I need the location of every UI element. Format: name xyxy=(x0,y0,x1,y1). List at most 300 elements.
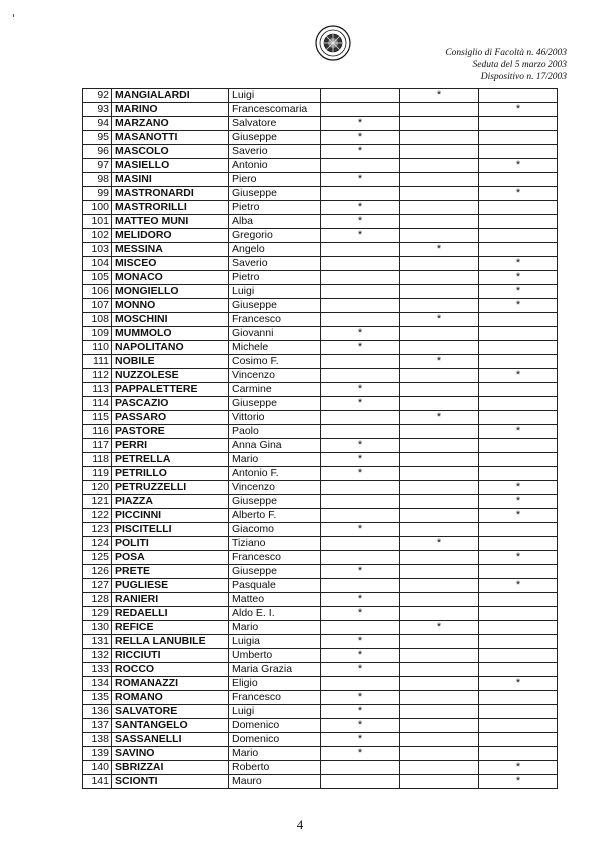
mark-column-2-cell xyxy=(400,761,479,775)
mark-column-1-cell xyxy=(321,243,400,257)
mark-column-1-cell: * xyxy=(321,663,400,677)
row-number: 102 xyxy=(83,229,112,243)
first-name-cell: Giuseppe xyxy=(229,299,321,313)
mark-column-2-cell xyxy=(400,439,479,453)
first-name-cell: Francesco xyxy=(229,691,321,705)
mark-column-2-cell xyxy=(400,495,479,509)
table-row xyxy=(83,663,558,677)
mark-column-2-cell xyxy=(400,299,479,313)
council-reference: Consiglio di Facoltà n. 46/2003 xyxy=(445,48,567,58)
mark-column-3-cell xyxy=(479,705,558,719)
table-row xyxy=(83,103,558,117)
mark-column-3-cell xyxy=(479,719,558,733)
mark-column-3-cell xyxy=(479,229,558,243)
row-number: 141 xyxy=(83,775,112,789)
first-name-cell: Giovanni xyxy=(229,327,321,341)
surname-cell: NUZZOLESE xyxy=(112,369,229,383)
mark-column-3-cell xyxy=(479,327,558,341)
table-row xyxy=(83,145,558,159)
mark-column-1-cell xyxy=(321,159,400,173)
mark-column-2-cell xyxy=(400,467,479,481)
table-row xyxy=(83,313,558,327)
row-number: 133 xyxy=(83,663,112,677)
mark-column-3-cell xyxy=(479,215,558,229)
mark-column-1-cell xyxy=(321,621,400,635)
mark-column-1-cell xyxy=(321,509,400,523)
mark-column-2-cell xyxy=(400,565,479,579)
mark-column-2-cell xyxy=(400,117,479,131)
surname-cell: REFICE xyxy=(112,621,229,635)
mark-column-3-cell: * xyxy=(479,775,558,789)
surname-cell: PERRI xyxy=(112,439,229,453)
row-number: 136 xyxy=(83,705,112,719)
mark-column-3-cell xyxy=(479,467,558,481)
row-number: 122 xyxy=(83,509,112,523)
surname-cell: SANTANGELO xyxy=(112,719,229,733)
mark-column-3-cell xyxy=(479,649,558,663)
row-number: 104 xyxy=(83,257,112,271)
mark-column-3-cell xyxy=(479,89,558,103)
mark-column-2-cell xyxy=(400,159,479,173)
table-row xyxy=(83,341,558,355)
surname-cell: PAPPALETTERE xyxy=(112,383,229,397)
mark-column-3-cell xyxy=(479,201,558,215)
row-number: 125 xyxy=(83,551,112,565)
table-row xyxy=(83,691,558,705)
row-number: 131 xyxy=(83,635,112,649)
table-row xyxy=(83,621,558,635)
row-number: 98 xyxy=(83,173,112,187)
row-number: 138 xyxy=(83,733,112,747)
row-number: 97 xyxy=(83,159,112,173)
mark-column-3-cell xyxy=(479,131,558,145)
first-name-cell: Mario xyxy=(229,621,321,635)
table-row xyxy=(83,257,558,271)
mark-column-3-cell: * xyxy=(479,159,558,173)
first-name-cell: Roberto xyxy=(229,761,321,775)
first-name-cell: Domenico xyxy=(229,719,321,733)
table-row xyxy=(83,285,558,299)
first-name-cell: Pietro xyxy=(229,271,321,285)
mark-column-2-cell: * xyxy=(400,89,479,103)
surname-cell: POLITI xyxy=(112,537,229,551)
row-number: 128 xyxy=(83,593,112,607)
mark-column-2-cell xyxy=(400,719,479,733)
surname-cell: PETRUZZELLI xyxy=(112,481,229,495)
mark-column-2-cell xyxy=(400,747,479,761)
surname-cell: ROCCO xyxy=(112,663,229,677)
mark-column-2-cell: * xyxy=(400,313,479,327)
surname-cell: PASSARO xyxy=(112,411,229,425)
first-name-cell: Pietro xyxy=(229,201,321,215)
table-row xyxy=(83,299,558,313)
surname-cell: PASTORE xyxy=(112,425,229,439)
row-number: 105 xyxy=(83,271,112,285)
row-number: 130 xyxy=(83,621,112,635)
row-number: 103 xyxy=(83,243,112,257)
mark-column-1-cell xyxy=(321,299,400,313)
surname-cell: MISCEO xyxy=(112,257,229,271)
first-name-cell: Saverio xyxy=(229,257,321,271)
mark-column-3-cell: * xyxy=(479,257,558,271)
names-table-body xyxy=(83,89,558,789)
mark-column-3-cell: * xyxy=(479,495,558,509)
mark-column-1-cell: * xyxy=(321,117,400,131)
mark-column-2-cell xyxy=(400,383,479,397)
table-row xyxy=(83,229,558,243)
first-name-cell: Giuseppe xyxy=(229,565,321,579)
row-number: 115 xyxy=(83,411,112,425)
surname-cell: PICCINNI xyxy=(112,509,229,523)
surname-cell: MONNO xyxy=(112,299,229,313)
row-number: 95 xyxy=(83,131,112,145)
mark-column-2-cell xyxy=(400,579,479,593)
mark-column-1-cell xyxy=(321,257,400,271)
row-number: 126 xyxy=(83,565,112,579)
mark-column-2-cell xyxy=(400,593,479,607)
surname-cell: RANIERI xyxy=(112,593,229,607)
table-row xyxy=(83,187,558,201)
table-row xyxy=(83,481,558,495)
row-number: 124 xyxy=(83,537,112,551)
first-name-cell: Luigi xyxy=(229,705,321,719)
mark-column-3-cell: * xyxy=(479,299,558,313)
surname-cell: PISCITELLI xyxy=(112,523,229,537)
mark-column-3-cell xyxy=(479,173,558,187)
mark-column-2-cell xyxy=(400,649,479,663)
surname-cell: MASANOTTI xyxy=(112,131,229,145)
mark-column-3-cell xyxy=(479,691,558,705)
first-name-cell: Luigia xyxy=(229,635,321,649)
mark-column-2-cell xyxy=(400,285,479,299)
table-row xyxy=(83,327,558,341)
mark-column-2-cell xyxy=(400,173,479,187)
mark-column-3-cell xyxy=(479,523,558,537)
first-name-cell: Francescomaria xyxy=(229,103,321,117)
first-name-cell: Alberto F. xyxy=(229,509,321,523)
mark-column-2-cell xyxy=(400,453,479,467)
table-row xyxy=(83,509,558,523)
row-number: 132 xyxy=(83,649,112,663)
mark-column-1-cell xyxy=(321,425,400,439)
first-name-cell: Giuseppe xyxy=(229,131,321,145)
row-number: 114 xyxy=(83,397,112,411)
first-name-cell: Michele xyxy=(229,341,321,355)
row-number: 134 xyxy=(83,677,112,691)
mark-column-2-cell xyxy=(400,369,479,383)
first-name-cell: Luigi xyxy=(229,89,321,103)
mark-column-2-cell xyxy=(400,705,479,719)
mark-column-3-cell: * xyxy=(479,509,558,523)
surname-cell: MARZANO xyxy=(112,117,229,131)
mark-column-3-cell: * xyxy=(479,187,558,201)
row-number: 101 xyxy=(83,215,112,229)
first-name-cell: Aldo E. I. xyxy=(229,607,321,621)
mark-column-2-cell xyxy=(400,201,479,215)
mark-column-2-cell xyxy=(400,691,479,705)
table-row xyxy=(83,439,558,453)
mark-column-1-cell xyxy=(321,355,400,369)
table-row xyxy=(83,593,558,607)
mark-column-1-cell: * xyxy=(321,705,400,719)
mark-column-3-cell xyxy=(479,397,558,411)
row-number: 127 xyxy=(83,579,112,593)
row-number: 139 xyxy=(83,747,112,761)
mark-column-3-cell xyxy=(479,565,558,579)
first-name-cell: Anna Gina xyxy=(229,439,321,453)
mark-column-3-cell xyxy=(479,341,558,355)
row-number: 93 xyxy=(83,103,112,117)
mark-column-2-cell: * xyxy=(400,243,479,257)
table-row xyxy=(83,523,558,537)
mark-column-3-cell xyxy=(479,383,558,397)
mark-column-2-cell xyxy=(400,509,479,523)
row-number: 113 xyxy=(83,383,112,397)
mark-column-1-cell xyxy=(321,313,400,327)
surname-cell: MUMMOLO xyxy=(112,327,229,341)
surname-cell: RELLA LANUBILE xyxy=(112,635,229,649)
table-row xyxy=(83,173,558,187)
mark-column-3-cell xyxy=(479,733,558,747)
mark-column-3-cell xyxy=(479,145,558,159)
mark-column-1-cell: * xyxy=(321,593,400,607)
surname-cell: SCIONTI xyxy=(112,775,229,789)
mark-column-3-cell: * xyxy=(479,677,558,691)
table-row xyxy=(83,89,558,103)
mark-column-1-cell xyxy=(321,481,400,495)
row-number: 120 xyxy=(83,481,112,495)
row-number: 109 xyxy=(83,327,112,341)
mark-column-2-cell xyxy=(400,635,479,649)
mark-column-3-cell xyxy=(479,621,558,635)
table-row xyxy=(83,705,558,719)
mark-column-3-cell: * xyxy=(479,271,558,285)
row-number: 118 xyxy=(83,453,112,467)
mark-column-1-cell: * xyxy=(321,397,400,411)
mark-column-3-cell xyxy=(479,411,558,425)
first-name-cell: Mauro xyxy=(229,775,321,789)
mark-column-3-cell xyxy=(479,537,558,551)
mark-column-2-cell xyxy=(400,271,479,285)
table-row xyxy=(83,747,558,761)
mark-column-1-cell xyxy=(321,187,400,201)
table-row xyxy=(83,243,558,257)
first-name-cell: Umberto xyxy=(229,649,321,663)
first-name-cell: Giuseppe xyxy=(229,495,321,509)
first-name-cell: Pasquale xyxy=(229,579,321,593)
mark-column-2-cell xyxy=(400,341,479,355)
surname-cell: PIAZZA xyxy=(112,495,229,509)
first-name-cell: Maria Grazia xyxy=(229,663,321,677)
surname-cell: MASCOLO xyxy=(112,145,229,159)
table-row xyxy=(83,565,558,579)
row-number: 117 xyxy=(83,439,112,453)
mark-column-2-cell xyxy=(400,131,479,145)
surname-cell: MELIDORO xyxy=(112,229,229,243)
first-name-cell: Alba xyxy=(229,215,321,229)
mark-column-2-cell xyxy=(400,663,479,677)
first-name-cell: Paolo xyxy=(229,425,321,439)
table-row xyxy=(83,649,558,663)
first-name-cell: Giacomo xyxy=(229,523,321,537)
mark-column-1-cell xyxy=(321,285,400,299)
row-number: 110 xyxy=(83,341,112,355)
mark-column-2-cell xyxy=(400,677,479,691)
mark-column-2-cell xyxy=(400,257,479,271)
row-number: 92 xyxy=(83,89,112,103)
mark-column-3-cell: * xyxy=(479,285,558,299)
surname-cell: SALVATORE xyxy=(112,705,229,719)
table-row xyxy=(83,551,558,565)
document-header xyxy=(445,47,567,83)
first-name-cell: Mario xyxy=(229,453,321,467)
mark-column-3-cell xyxy=(479,117,558,131)
table-row xyxy=(83,467,558,481)
mark-column-2-cell: * xyxy=(400,355,479,369)
mark-column-3-cell xyxy=(479,439,558,453)
mark-column-1-cell xyxy=(321,103,400,117)
mark-column-1-cell xyxy=(321,537,400,551)
surname-cell: MANGIALARDI xyxy=(112,89,229,103)
table-row xyxy=(83,537,558,551)
first-name-cell: Luigi xyxy=(229,285,321,299)
table-row xyxy=(83,733,558,747)
table-row xyxy=(83,579,558,593)
surname-cell: SASSANELLI xyxy=(112,733,229,747)
first-name-cell: Domenico xyxy=(229,733,321,747)
mark-column-2-cell xyxy=(400,145,479,159)
mark-column-3-cell: * xyxy=(479,551,558,565)
mark-column-1-cell: * xyxy=(321,229,400,243)
row-number: 106 xyxy=(83,285,112,299)
surname-cell: PRETE xyxy=(112,565,229,579)
first-name-cell: Giuseppe xyxy=(229,397,321,411)
surname-cell: ROMANO xyxy=(112,691,229,705)
first-name-cell: Cosimo F. xyxy=(229,355,321,369)
mark-column-1-cell: * xyxy=(321,635,400,649)
mark-column-1-cell xyxy=(321,761,400,775)
table-row xyxy=(83,383,558,397)
row-number: 123 xyxy=(83,523,112,537)
table-row xyxy=(83,761,558,775)
table-row xyxy=(83,411,558,425)
mark-column-1-cell xyxy=(321,579,400,593)
mark-column-1-cell xyxy=(321,271,400,285)
mark-column-1-cell: * xyxy=(321,607,400,621)
mark-column-2-cell xyxy=(400,481,479,495)
mark-column-3-cell xyxy=(479,663,558,677)
surname-cell: MONGIELLO xyxy=(112,285,229,299)
surname-cell: RICCIUTI xyxy=(112,649,229,663)
mark-column-3-cell xyxy=(479,593,558,607)
mark-column-3-cell xyxy=(479,635,558,649)
session-date: Seduta del 5 marzo 2003 xyxy=(472,60,567,70)
mark-column-2-cell: * xyxy=(400,537,479,551)
row-number: 121 xyxy=(83,495,112,509)
first-name-cell: Francesco xyxy=(229,313,321,327)
surname-cell: ROMANAZZI xyxy=(112,677,229,691)
row-number: 135 xyxy=(83,691,112,705)
mark-column-3-cell: * xyxy=(479,103,558,117)
mark-column-1-cell: * xyxy=(321,173,400,187)
row-number: 94 xyxy=(83,117,112,131)
table-row xyxy=(83,453,558,467)
row-number: 96 xyxy=(83,145,112,159)
surname-cell: SAVINO xyxy=(112,747,229,761)
surname-cell: NAPOLITANO xyxy=(112,341,229,355)
scan-mark xyxy=(13,14,14,17)
mark-column-1-cell: * xyxy=(321,439,400,453)
first-name-cell: Carmine xyxy=(229,383,321,397)
first-name-cell: Eligio xyxy=(229,677,321,691)
table-row xyxy=(83,635,558,649)
table-row xyxy=(83,131,558,145)
mark-column-1-cell: * xyxy=(321,383,400,397)
surname-cell: MARINO xyxy=(112,103,229,117)
mark-column-2-cell xyxy=(400,187,479,201)
row-number: 112 xyxy=(83,369,112,383)
mark-column-3-cell xyxy=(479,243,558,257)
first-name-cell: Vittorio xyxy=(229,411,321,425)
mark-column-1-cell: * xyxy=(321,201,400,215)
surname-cell: MOSCHINI xyxy=(112,313,229,327)
first-name-cell: Saverio xyxy=(229,145,321,159)
mark-column-2-cell xyxy=(400,215,479,229)
surname-cell: POSA xyxy=(112,551,229,565)
table-row xyxy=(83,271,558,285)
row-number: 111 xyxy=(83,355,112,369)
mark-column-1-cell: * xyxy=(321,691,400,705)
row-number: 108 xyxy=(83,313,112,327)
surname-cell: SBRIZZAI xyxy=(112,761,229,775)
mark-column-1-cell: * xyxy=(321,523,400,537)
mark-column-1-cell: * xyxy=(321,341,400,355)
mark-column-1-cell: * xyxy=(321,565,400,579)
mark-column-1-cell: * xyxy=(321,453,400,467)
row-number: 116 xyxy=(83,425,112,439)
first-name-cell: Francesco xyxy=(229,551,321,565)
mark-column-3-cell xyxy=(479,313,558,327)
mark-column-1-cell xyxy=(321,369,400,383)
mark-column-3-cell: * xyxy=(479,425,558,439)
surname-cell: NOBILE xyxy=(112,355,229,369)
mark-column-1-cell: * xyxy=(321,649,400,663)
table-row xyxy=(83,677,558,691)
mark-column-2-cell xyxy=(400,607,479,621)
mark-column-1-cell xyxy=(321,677,400,691)
mark-column-2-cell xyxy=(400,551,479,565)
first-name-cell: Mario xyxy=(229,747,321,761)
surname-cell: PETRELLA xyxy=(112,453,229,467)
surname-cell: MASTRORILLI xyxy=(112,201,229,215)
mark-column-1-cell xyxy=(321,775,400,789)
table-row xyxy=(83,215,558,229)
mark-column-3-cell xyxy=(479,747,558,761)
first-name-cell: Vincenzo xyxy=(229,481,321,495)
table-row xyxy=(83,355,558,369)
mark-column-3-cell: * xyxy=(479,579,558,593)
row-number: 140 xyxy=(83,761,112,775)
mark-column-2-cell xyxy=(400,425,479,439)
table-row xyxy=(83,775,558,789)
table-row xyxy=(83,397,558,411)
university-seal-icon xyxy=(315,25,351,61)
row-number: 107 xyxy=(83,299,112,313)
mark-column-2-cell xyxy=(400,327,479,341)
mark-column-1-cell: * xyxy=(321,467,400,481)
row-number: 137 xyxy=(83,719,112,733)
table-row xyxy=(83,719,558,733)
